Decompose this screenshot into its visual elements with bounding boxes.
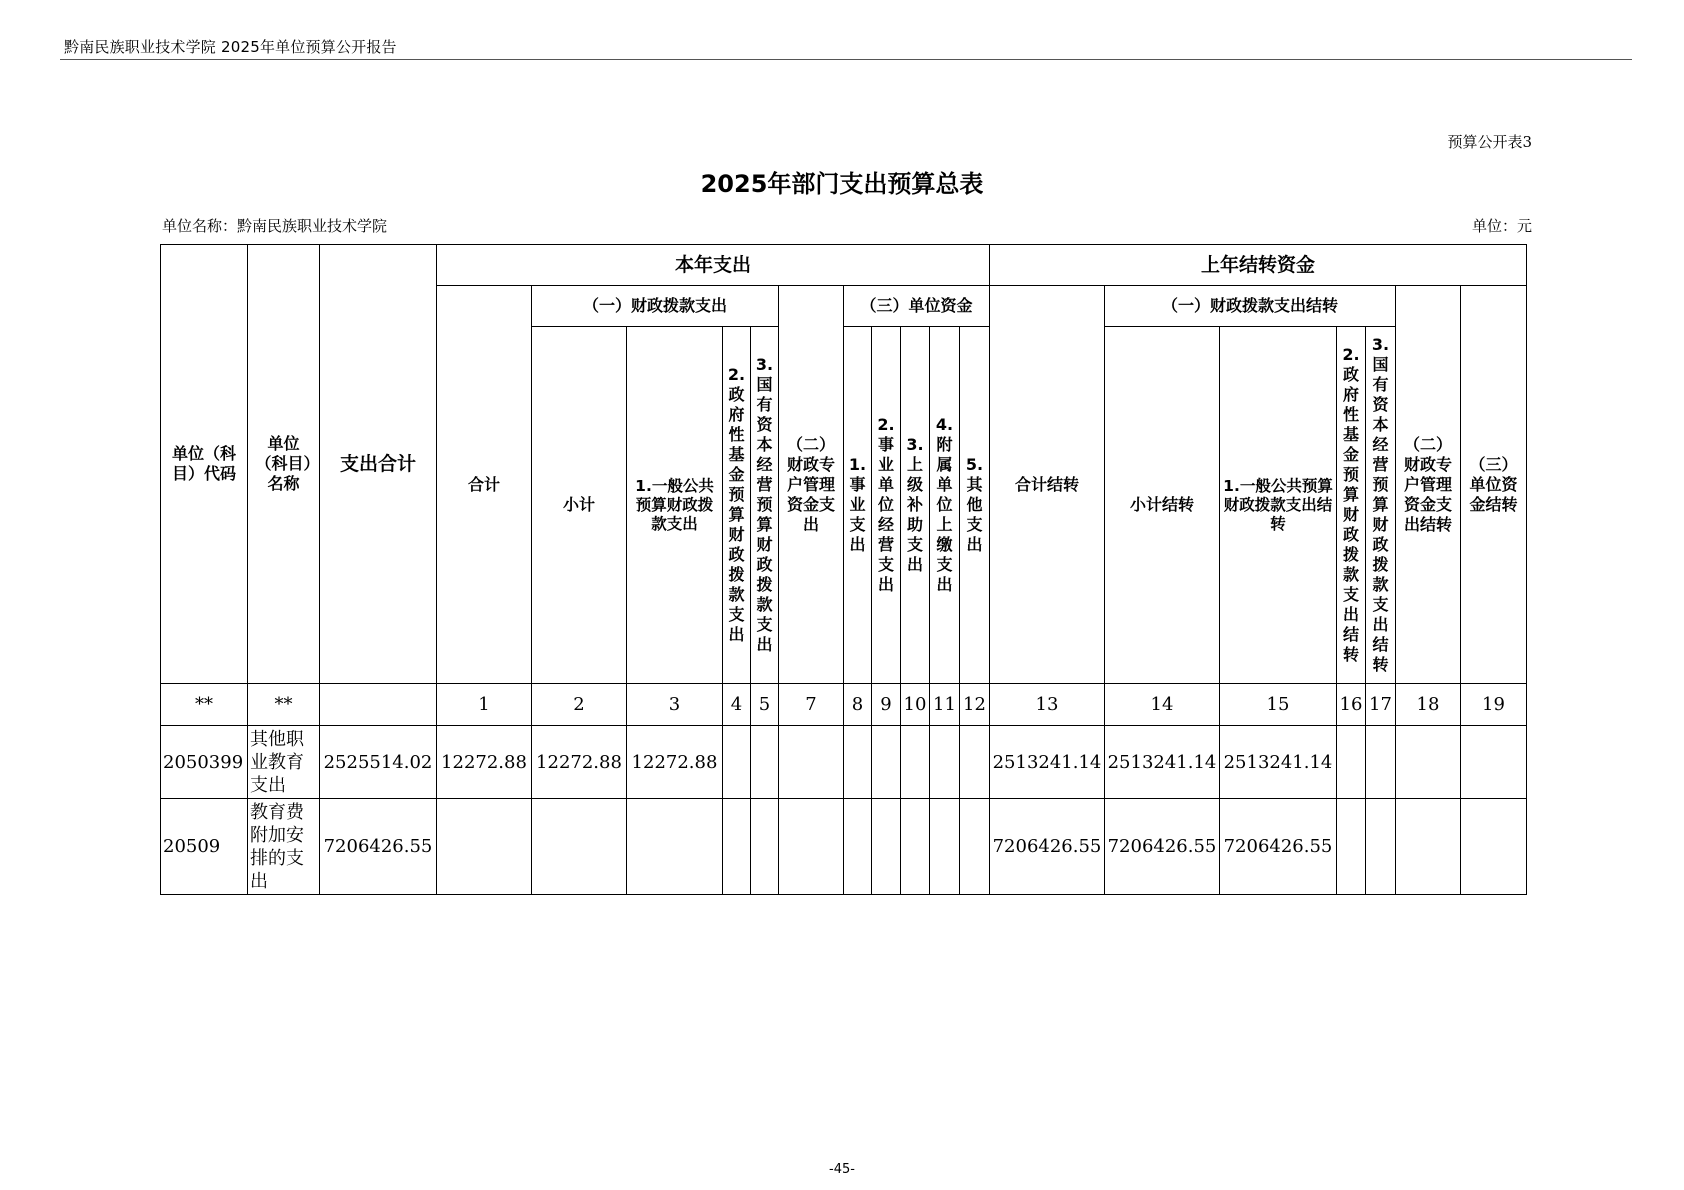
table-row: [161, 799, 1527, 895]
row-py-total: 7206426.55: [990, 799, 1105, 895]
header-cy-fiscal-group: （一）财政拨款支出: [532, 286, 779, 327]
row-cy-state-capital: [751, 726, 779, 799]
row-cy-affiliated: [930, 726, 960, 799]
page-title: 2025年部门支出预算总表: [700, 170, 984, 198]
header-cy-gov-fund: 2.政府性基金预算财政拨款支出: [723, 327, 751, 684]
unit-name: 单位名称：黔南民族职业技术学院: [162, 217, 388, 235]
row-total: 2525514.02: [320, 726, 437, 799]
header-cy-unit-group: （三）单位资金: [844, 286, 990, 327]
header-cy-special: （二）财政专户管理资金支出: [779, 286, 844, 684]
header-cy-subtotal: 小计: [532, 327, 627, 684]
table-row: [161, 726, 1527, 799]
index-cell: 1: [437, 684, 532, 726]
index-cell: 8: [844, 684, 872, 726]
row-py-general: 2513241.14: [1220, 726, 1337, 799]
header-py-state-capital: 3.国有资本经营预算财政拨款支出结转: [1366, 327, 1396, 684]
row-py-state-capital: [1366, 799, 1396, 895]
row-cy-total: [437, 799, 532, 895]
row-cy-operating: [872, 799, 901, 895]
row-py-state-capital: [1366, 726, 1396, 799]
row-cy-gov-fund: [723, 726, 751, 799]
row-cy-subsidy: [901, 799, 930, 895]
header-py-special: （二）财政专户管理资金支出结转: [1396, 286, 1461, 684]
header-py-gov-fund: 2.政府性基金预算财政拨款支出结转: [1337, 327, 1366, 684]
table-number: 预算公开表3: [1447, 133, 1532, 151]
row-cy-general: [627, 799, 723, 895]
row-cy-state-capital: [751, 799, 779, 895]
index-cell: 19: [1461, 684, 1527, 726]
index-cell: 2: [532, 684, 627, 726]
index-cell: 5: [751, 684, 779, 726]
header-py-fiscal-group: （一）财政拨款支出结转: [1105, 286, 1396, 327]
report-header-title: 黔南民族职业技术学院 2025年单位预算公开报告: [64, 38, 397, 56]
index-row: [161, 684, 1527, 726]
row-cy-other: [960, 726, 990, 799]
header-prior-year: 上年结转资金: [990, 245, 1527, 286]
row-py-total: 2513241.14: [990, 726, 1105, 799]
row-code: 2050399: [161, 726, 248, 799]
index-cell: **: [248, 684, 320, 726]
index-cell: 15: [1220, 684, 1337, 726]
row-cy-total: 12272.88: [437, 726, 532, 799]
row-py-gov-fund: [1337, 799, 1366, 895]
row-cy-special: [779, 726, 844, 799]
header-current-year: 本年支出: [437, 245, 990, 286]
index-cell: 18: [1396, 684, 1461, 726]
header-cy-operating: 2.事业单位经营支出: [872, 327, 901, 684]
index-cell: 16: [1337, 684, 1366, 726]
row-cy-general: 12272.88: [627, 726, 723, 799]
index-cell: 7: [779, 684, 844, 726]
index-cell: 14: [1105, 684, 1220, 726]
row-cy-business: [844, 726, 872, 799]
row-cy-operating: [872, 726, 901, 799]
index-cell: 10: [901, 684, 930, 726]
currency-unit: 单位：元: [1471, 217, 1532, 235]
expenditure-budget-table: [160, 244, 1527, 895]
row-name: 教育费附加安排的支出: [248, 799, 320, 895]
index-cell: **: [161, 684, 248, 726]
row-py-unit: [1461, 726, 1527, 799]
page-number: -45-: [829, 1162, 855, 1177]
row-cy-affiliated: [930, 799, 960, 895]
header-code: 单位（科目）代码: [161, 245, 248, 684]
header-name: 单位（科目）名称: [248, 245, 320, 684]
row-py-special: [1396, 726, 1461, 799]
header-py-general: 1.一般公共预算财政拨款支出结转: [1220, 327, 1337, 684]
header-py-unit: （三）单位资金结转: [1461, 286, 1527, 684]
header-cy-total: 合计: [437, 286, 532, 684]
row-total: 7206426.55: [320, 799, 437, 895]
index-cell: 13: [990, 684, 1105, 726]
row-cy-subtotal: [532, 799, 627, 895]
row-cy-special: [779, 799, 844, 895]
header-cy-general: 1.一般公共预算财政拨款支出: [627, 327, 723, 684]
header-total: 支出合计: [320, 245, 437, 684]
row-py-gov-fund: [1337, 726, 1366, 799]
row-code: 20509: [161, 799, 248, 895]
index-cell: 3: [627, 684, 723, 726]
index-cell: 17: [1366, 684, 1396, 726]
row-py-subtotal: 7206426.55: [1105, 799, 1220, 895]
header-rule: [60, 59, 1632, 60]
row-py-unit: [1461, 799, 1527, 895]
header-cy-affiliated: 4.附属单位上缴支出: [930, 327, 960, 684]
index-cell: 12: [960, 684, 990, 726]
row-cy-subsidy: [901, 726, 930, 799]
row-py-general: 7206426.55: [1220, 799, 1337, 895]
row-cy-business: [844, 799, 872, 895]
index-cell: [320, 684, 437, 726]
header-py-total: 合计结转: [990, 286, 1105, 684]
index-cell: 9: [872, 684, 901, 726]
header-py-subtotal: 小计结转: [1105, 327, 1220, 684]
row-py-special: [1396, 799, 1461, 895]
row-cy-gov-fund: [723, 799, 751, 895]
index-cell: 11: [930, 684, 960, 726]
row-py-subtotal: 2513241.14: [1105, 726, 1220, 799]
header-cy-business: 1.事业支出: [844, 327, 872, 684]
row-cy-other: [960, 799, 990, 895]
header-cy-state-capital: 3.国有资本经营预算财政拨款支出: [751, 327, 779, 684]
row-cy-subtotal: 12272.88: [532, 726, 627, 799]
header-cy-subsidy: 3.上级补助支出: [901, 327, 930, 684]
row-name: 其他职业教育支出: [248, 726, 320, 799]
header-cy-other: 5.其他支出: [960, 327, 990, 684]
index-cell: 4: [723, 684, 751, 726]
